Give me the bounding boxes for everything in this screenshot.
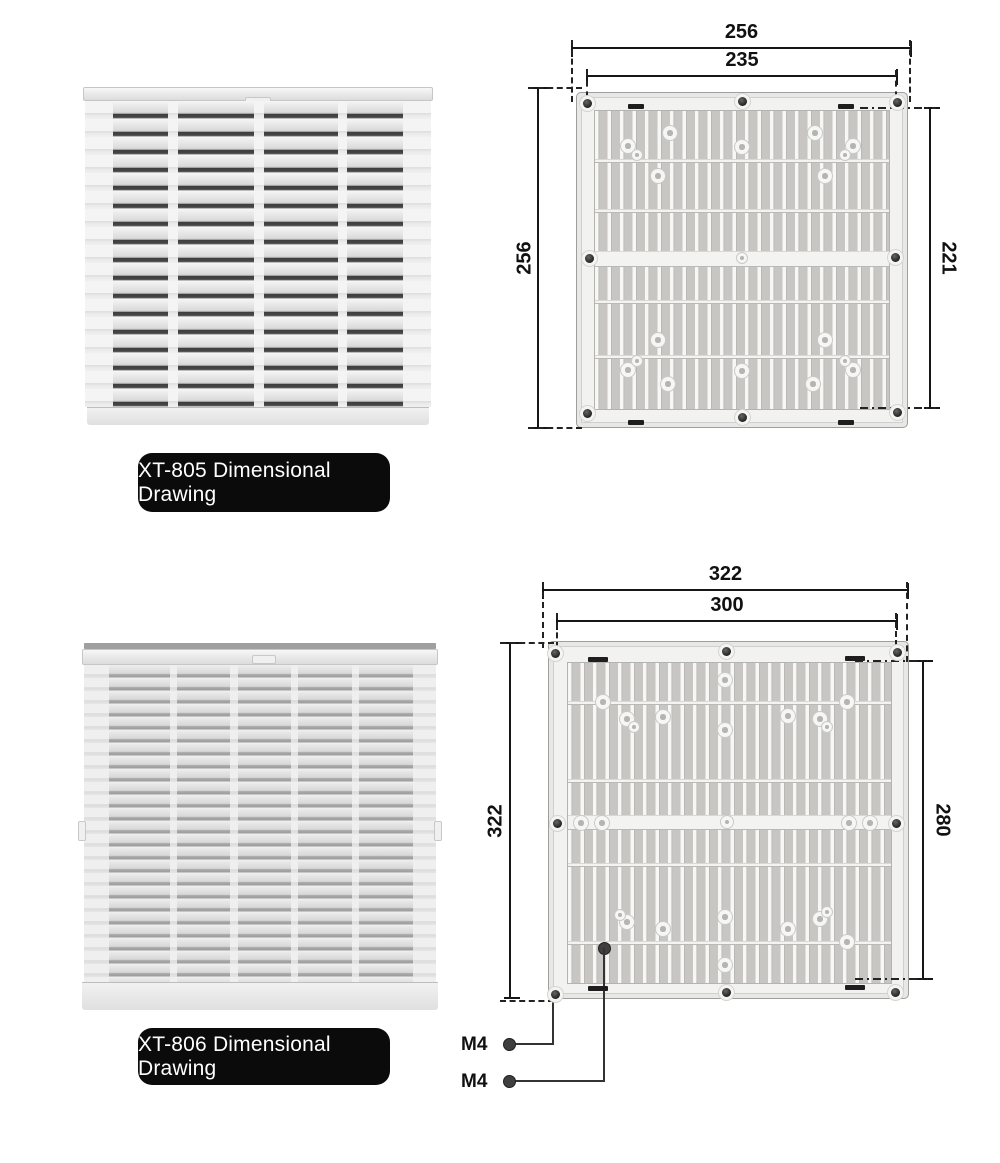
screw-head	[551, 990, 560, 999]
xt806-photo-side-tab	[434, 821, 442, 841]
clip-hole	[822, 173, 827, 178]
louver-separator	[254, 101, 264, 407]
clip-hole	[810, 381, 815, 386]
clip-hole	[850, 367, 855, 372]
filter-clip	[662, 125, 678, 141]
clip-hole	[739, 368, 744, 373]
louver-separator	[230, 665, 238, 982]
screw-head	[551, 649, 560, 658]
xt806-dim-cutout-height	[922, 661, 954, 979]
xt806-label	[138, 1028, 390, 1085]
xt805-label	[138, 453, 390, 512]
clip-hole	[843, 359, 847, 363]
screw-head	[891, 253, 900, 262]
xt805-dim-cutout-height-value: 221	[937, 241, 960, 275]
xt806-photo-top-tab	[252, 655, 276, 664]
xt806-dim-filter-width-value: 300	[710, 594, 744, 616]
filter-clip	[631, 355, 643, 367]
xt805-dim-outer-height	[513, 88, 539, 428]
clip-hole	[618, 913, 622, 917]
snap-latch	[845, 656, 865, 661]
filter-clip	[736, 252, 748, 264]
m4-annotation-1: M4	[461, 1034, 488, 1055]
filter-clip	[614, 909, 626, 921]
grid-rail	[568, 779, 891, 783]
clip-hole	[825, 910, 829, 914]
louver-separator	[291, 665, 299, 982]
xt806-photo-base	[82, 982, 438, 1010]
filter-clip	[720, 815, 734, 829]
filter-clip	[839, 149, 851, 161]
extension-line	[528, 427, 582, 429]
clip-hole	[625, 367, 630, 372]
clip-hole	[624, 716, 629, 721]
filter-clip	[594, 815, 610, 831]
clip-hole	[825, 725, 829, 729]
louver-separator	[413, 665, 436, 982]
louver-separator	[168, 101, 178, 407]
screw-head	[738, 413, 747, 422]
screw-head	[722, 647, 731, 656]
xt805-photo-louvers	[85, 101, 431, 407]
grid-rail	[595, 209, 889, 213]
clip-hole	[722, 727, 727, 732]
xt805-label-text: XT-805 Dimensional Drawing	[138, 458, 331, 506]
filter-clip	[631, 149, 643, 161]
clip-hole	[600, 699, 605, 704]
xt805-dim-cutout-height	[929, 108, 960, 408]
grid-rail	[568, 863, 891, 867]
m4-leader-dot	[503, 1038, 516, 1051]
clip-hole	[850, 143, 855, 148]
screw-head	[893, 648, 902, 657]
m4-leader-line	[515, 1080, 605, 1082]
clip-hole	[722, 914, 727, 919]
filter-clip	[780, 708, 796, 724]
m4-leader-line	[552, 995, 554, 1045]
xt806-photo-louvers	[84, 665, 436, 982]
filter-clip	[628, 721, 640, 733]
louver-separator	[403, 101, 431, 407]
extension-line	[556, 613, 558, 648]
xt805-front-photo	[83, 85, 433, 427]
clip-hole	[635, 359, 639, 363]
clip-hole	[822, 337, 827, 342]
centerline	[855, 978, 928, 980]
louver-separator	[338, 101, 348, 407]
extension-line	[528, 87, 582, 89]
filter-clip	[734, 363, 750, 379]
filter-clip	[717, 909, 733, 925]
clip-hole	[722, 677, 727, 682]
filter-clip	[780, 921, 796, 937]
louver-separator	[84, 665, 109, 982]
snap-latch	[628, 420, 644, 425]
filter-clip	[839, 355, 851, 367]
extension-line	[500, 1000, 554, 1002]
screw-head	[722, 988, 731, 997]
clip-hole	[655, 337, 660, 342]
filter-clip	[807, 125, 823, 141]
clip-hole	[843, 153, 847, 157]
filter-clip	[595, 694, 611, 710]
m4-annotation-2: M4	[461, 1071, 488, 1092]
filter-clip	[817, 168, 833, 184]
clip-hole	[785, 713, 790, 718]
clip-hole	[667, 130, 672, 135]
clip-hole	[844, 699, 849, 704]
clip-hole	[624, 919, 629, 924]
clip-hole	[725, 820, 730, 825]
xt806-dim-cutout-height-value: 280	[931, 803, 954, 837]
xt805-photo-base	[87, 407, 429, 425]
filter-clip	[821, 906, 833, 918]
screw-head	[891, 988, 900, 997]
clip-hole	[846, 820, 851, 825]
louver-separator	[170, 665, 178, 982]
m4-leader-line	[603, 948, 605, 1081]
filter-clip	[650, 332, 666, 348]
clip-hole	[625, 143, 630, 148]
screw-head	[585, 254, 594, 263]
xt805-dim-outer-width-value: 256	[724, 21, 759, 43]
snap-latch	[588, 986, 608, 991]
filter-clip	[734, 139, 750, 155]
clip-hole	[722, 962, 727, 967]
extension-line	[542, 582, 544, 648]
clip-hole	[660, 926, 665, 931]
m4-leader-line	[515, 1043, 554, 1045]
clip-hole	[599, 820, 604, 825]
xt806-label-text: XT-806 Dimensional Drawing	[138, 1032, 331, 1080]
filter-clip	[839, 934, 855, 950]
filter-clip	[841, 815, 857, 831]
clip-hole	[665, 381, 670, 386]
filter-clip	[717, 722, 733, 738]
clip-hole	[655, 173, 660, 178]
snap-latch	[588, 657, 608, 662]
xt806-dim-outer-height-value: 322	[484, 803, 507, 838]
screw-head	[738, 97, 747, 106]
snap-latch	[845, 985, 865, 990]
xt806-dim-outer-height	[484, 643, 511, 998]
snap-latch	[838, 104, 854, 109]
clip-hole	[867, 820, 872, 825]
screw-head	[583, 99, 592, 108]
extension-line	[906, 582, 908, 662]
screw-head	[892, 819, 901, 828]
screw-head	[893, 408, 902, 417]
filter-clip	[817, 332, 833, 348]
louver-separator	[352, 665, 360, 982]
screw-head	[583, 409, 592, 418]
xt805-dim-outer-height-value: 256	[513, 241, 536, 275]
xt806-front-photo	[82, 643, 438, 1010]
screw-head	[553, 819, 562, 828]
clip-hole	[632, 725, 636, 729]
centerline	[855, 660, 928, 662]
filter-clip	[573, 815, 589, 831]
filter-clip	[650, 168, 666, 184]
clip-hole	[785, 926, 790, 931]
extension-line	[500, 642, 554, 644]
filter-clip	[660, 376, 676, 392]
grid-rail	[595, 300, 889, 304]
filter-clip	[862, 815, 878, 831]
clip-hole	[739, 144, 744, 149]
filter-clip	[717, 957, 733, 973]
clip-hole	[812, 130, 817, 135]
clip-hole	[635, 153, 639, 157]
xt805-dim-filter-width-value: 235	[725, 49, 759, 71]
extension-line	[909, 40, 911, 102]
snap-latch	[628, 104, 644, 109]
louver-separator	[85, 101, 113, 407]
clip-hole	[740, 256, 744, 260]
clip-hole	[817, 716, 822, 721]
clip-hole	[817, 916, 822, 921]
filter-clip	[839, 694, 855, 710]
centerline	[860, 107, 936, 109]
filter-clip	[655, 709, 671, 725]
xt806-photo-side-tab	[78, 821, 86, 841]
xt805-dim-filter-width	[587, 49, 897, 77]
m4-leader-dot	[503, 1075, 516, 1088]
filter-clip	[717, 672, 733, 688]
xt806-dim-outer-width-value: 322	[708, 563, 743, 585]
xt806-dim-filter-width	[557, 594, 897, 622]
screw-head	[893, 98, 902, 107]
clip-hole	[578, 820, 583, 825]
filter-clip	[821, 721, 833, 733]
extension-line	[571, 40, 573, 102]
filter-clip	[655, 921, 671, 937]
clip-hole	[660, 714, 665, 719]
snap-latch	[838, 420, 854, 425]
filter-clip	[805, 376, 821, 392]
xt806-dim-outer-width	[543, 563, 908, 591]
clip-hole	[844, 939, 849, 944]
